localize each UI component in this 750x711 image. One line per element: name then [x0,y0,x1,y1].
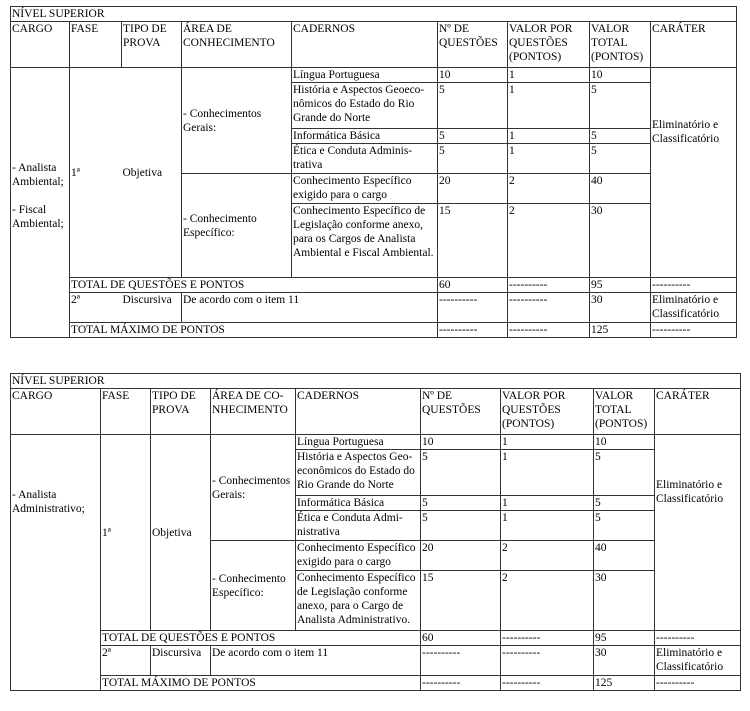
total-cell: 5 [590,129,651,144]
total-maximo-questoes: ---------- [438,323,508,338]
caderno-cell: Informática Básica [296,496,421,511]
cargo-cell [11,435,101,691]
total-cell: 30 [590,204,651,278]
total-maximo-carater: ---------- [655,676,741,691]
valor-cell: 1 [508,144,590,174]
questoes-cell: 15 [438,204,508,278]
total-questoes-count: 60 [438,278,508,293]
total-questoes-valor: ---------- [501,631,594,646]
total-cell: 5 [590,83,651,129]
discursiva-fase: 2ª [70,293,122,323]
header-fase: FASE [101,389,151,435]
nivel-heading: NÍVEL SUPERIOR [11,374,741,389]
header-questoes: Nº DE QUESTÕES [438,22,508,68]
header-tipo: TIPO DE PROVA [151,389,211,435]
total-cell: 5 [594,450,655,496]
area-especifico: - Conhecimento Específico: [182,174,292,278]
total-questoes-total: 95 [594,631,655,646]
header-total: VALOR TOTAL (PONTOS) [590,22,651,68]
valor-cell: 1 [501,511,594,541]
valor-cell: 2 [501,541,594,571]
carater-cell [651,68,737,278]
fase-cell: 1ª [101,435,151,631]
caderno-cell: História e Aspectos Geoeco-nômicos do Estado do Rio Grande do Norte [292,83,438,129]
caderno-cell: Conhecimento Específico de Legislação conforme anexo, para os Cargos de Analista Ambiental e Fiscal Ambiental. [292,204,438,278]
tipo-cell: Objetiva [151,435,211,631]
cargo-line: - Fiscal Ambiental; [12,203,64,230]
header-area: ÁREA DE CO-NHECIMENTO [211,389,296,435]
valor-cell: 2 [501,571,594,631]
valor-cell: 1 [501,496,594,511]
discursiva-carater: Eliminatório e Classificatório [651,293,737,323]
discursiva-total: 30 [590,293,651,323]
total-cell: 10 [590,68,651,83]
questoes-cell: 10 [438,68,508,83]
caderno-cell: Conhecimento Específico exigido para o cargo [292,174,438,204]
total-maximo-label: TOTAL MÁXIMO DE PONTOS [70,323,438,338]
fase-cell: 1ª [70,68,122,278]
total-maximo-label: TOTAL MÁXIMO DE PONTOS [101,676,421,691]
total-cell: 30 [594,571,655,631]
carater-text: Eliminatório e Classificatório [656,478,724,505]
discursiva-carater: Eliminatório e Classificatório [655,646,741,676]
header-cadernos: CADERNOS [296,389,421,435]
header-fase: FASE [70,22,122,68]
valor-cell: 2 [508,204,590,278]
total-questoes-count: 60 [421,631,501,646]
discursiva-fase: 2ª [101,646,151,676]
area-especifico: - Conhecimento Específico: [211,541,296,631]
total-maximo-total: 125 [594,676,655,691]
caderno-cell: Informática Básica [292,129,438,144]
discursiva-cadernos: De acordo com o item 11 [211,646,421,676]
total-questoes-label: TOTAL DE QUESTÕES E PONTOS [101,631,421,646]
header-cargo: CARGO [11,389,101,435]
caderno-cell: História e Aspectos Geo-econômicos do Estado do Rio Grande do Norte [296,450,421,496]
valor-cell: 1 [508,68,590,83]
discursiva-tipo: Discursiva [122,293,182,323]
questoes-cell: 20 [421,541,501,571]
questoes-cell: 5 [438,144,508,174]
discursiva-valor: ---------- [508,293,590,323]
questoes-cell: 20 [438,174,508,204]
carater-cell [655,435,741,631]
discursiva-questoes: ---------- [438,293,508,323]
total-questoes-carater: ---------- [655,631,741,646]
header-tipo: TIPO DE PROVA [122,22,182,68]
cargo-cell [11,68,70,338]
discursiva-cadernos: De acordo com o item 11 [182,293,438,323]
header-area: ÁREA DE CONHECIMENTO [182,22,292,68]
questoes-cell: 10 [421,435,501,450]
area-gerais: - Conhecimentos Gerais: [211,435,296,541]
total-maximo-carater: ---------- [651,323,737,338]
discursiva-tipo: Discursiva [151,646,211,676]
tipo-cell: Objetiva [122,68,182,278]
total-cell: 40 [594,541,655,571]
caderno-cell: Língua Portuguesa [292,68,438,83]
header-total: VALOR TOTAL (PONTOS) [594,389,655,435]
exam-table-ambiental [10,6,737,338]
valor-cell: 1 [501,450,594,496]
total-maximo-valor: ---------- [508,323,590,338]
header-valor: VALOR POR QUESTÕES (PONTOS) [508,22,590,68]
total-questoes-total: 95 [590,278,651,293]
discursiva-valor: ---------- [501,646,594,676]
total-questoes-label: TOTAL DE QUESTÕES E PONTOS [70,278,438,293]
total-questoes-carater: ---------- [651,278,737,293]
cargo-line: - Analista Ambiental; [12,161,64,188]
caderno-cell: Ética e Conduta Adminis-trativa [292,144,438,174]
carater-text: Eliminatório e Classificatório [652,118,720,145]
questoes-cell: 15 [421,571,501,631]
caderno-cell: Conhecimento Específico de Legislação conforme anexo, para o Cargo de Analista Administrativo. [296,571,421,631]
valor-cell: 1 [508,83,590,129]
valor-cell: 1 [508,129,590,144]
caderno-cell: Língua Portuguesa [296,435,421,450]
header-cargo: CARGO [11,22,70,68]
total-maximo-valor: ---------- [501,676,594,691]
total-cell: 10 [594,435,655,450]
total-questoes-valor: ---------- [508,278,590,293]
questoes-cell: 5 [421,450,501,496]
total-cell: 5 [590,144,651,174]
total-cell: 5 [594,511,655,541]
total-maximo-total: 125 [590,323,651,338]
caderno-cell: Conhecimento Específico exigido para o cargo [296,541,421,571]
questoes-cell: 5 [421,511,501,541]
header-questoes: Nº DE QUESTÕES [421,389,501,435]
cargo-line: - Analista Administrativo; [12,488,85,515]
total-cell: 40 [590,174,651,204]
header-carater: CARÁTER [651,22,737,68]
nivel-heading: NÍVEL SUPERIOR [11,7,737,22]
header-cadernos: CADERNOS [292,22,438,68]
valor-cell: 2 [508,174,590,204]
area-gerais: - Conhecimentos Gerais: [182,68,292,174]
total-maximo-questoes: ---------- [421,676,501,691]
total-cell: 5 [594,496,655,511]
questoes-cell: 5 [421,496,501,511]
discursiva-total: 30 [594,646,655,676]
caderno-cell: Ética e Conduta Admi-nistrativa [296,511,421,541]
header-carater: CARÁTER [655,389,741,435]
valor-cell: 1 [501,435,594,450]
header-valor: VALOR POR QUESTÕES (PONTOS) [501,389,594,435]
questoes-cell: 5 [438,129,508,144]
exam-table-administrativo [10,373,741,691]
discursiva-questoes: ---------- [421,646,501,676]
questoes-cell: 5 [438,83,508,129]
